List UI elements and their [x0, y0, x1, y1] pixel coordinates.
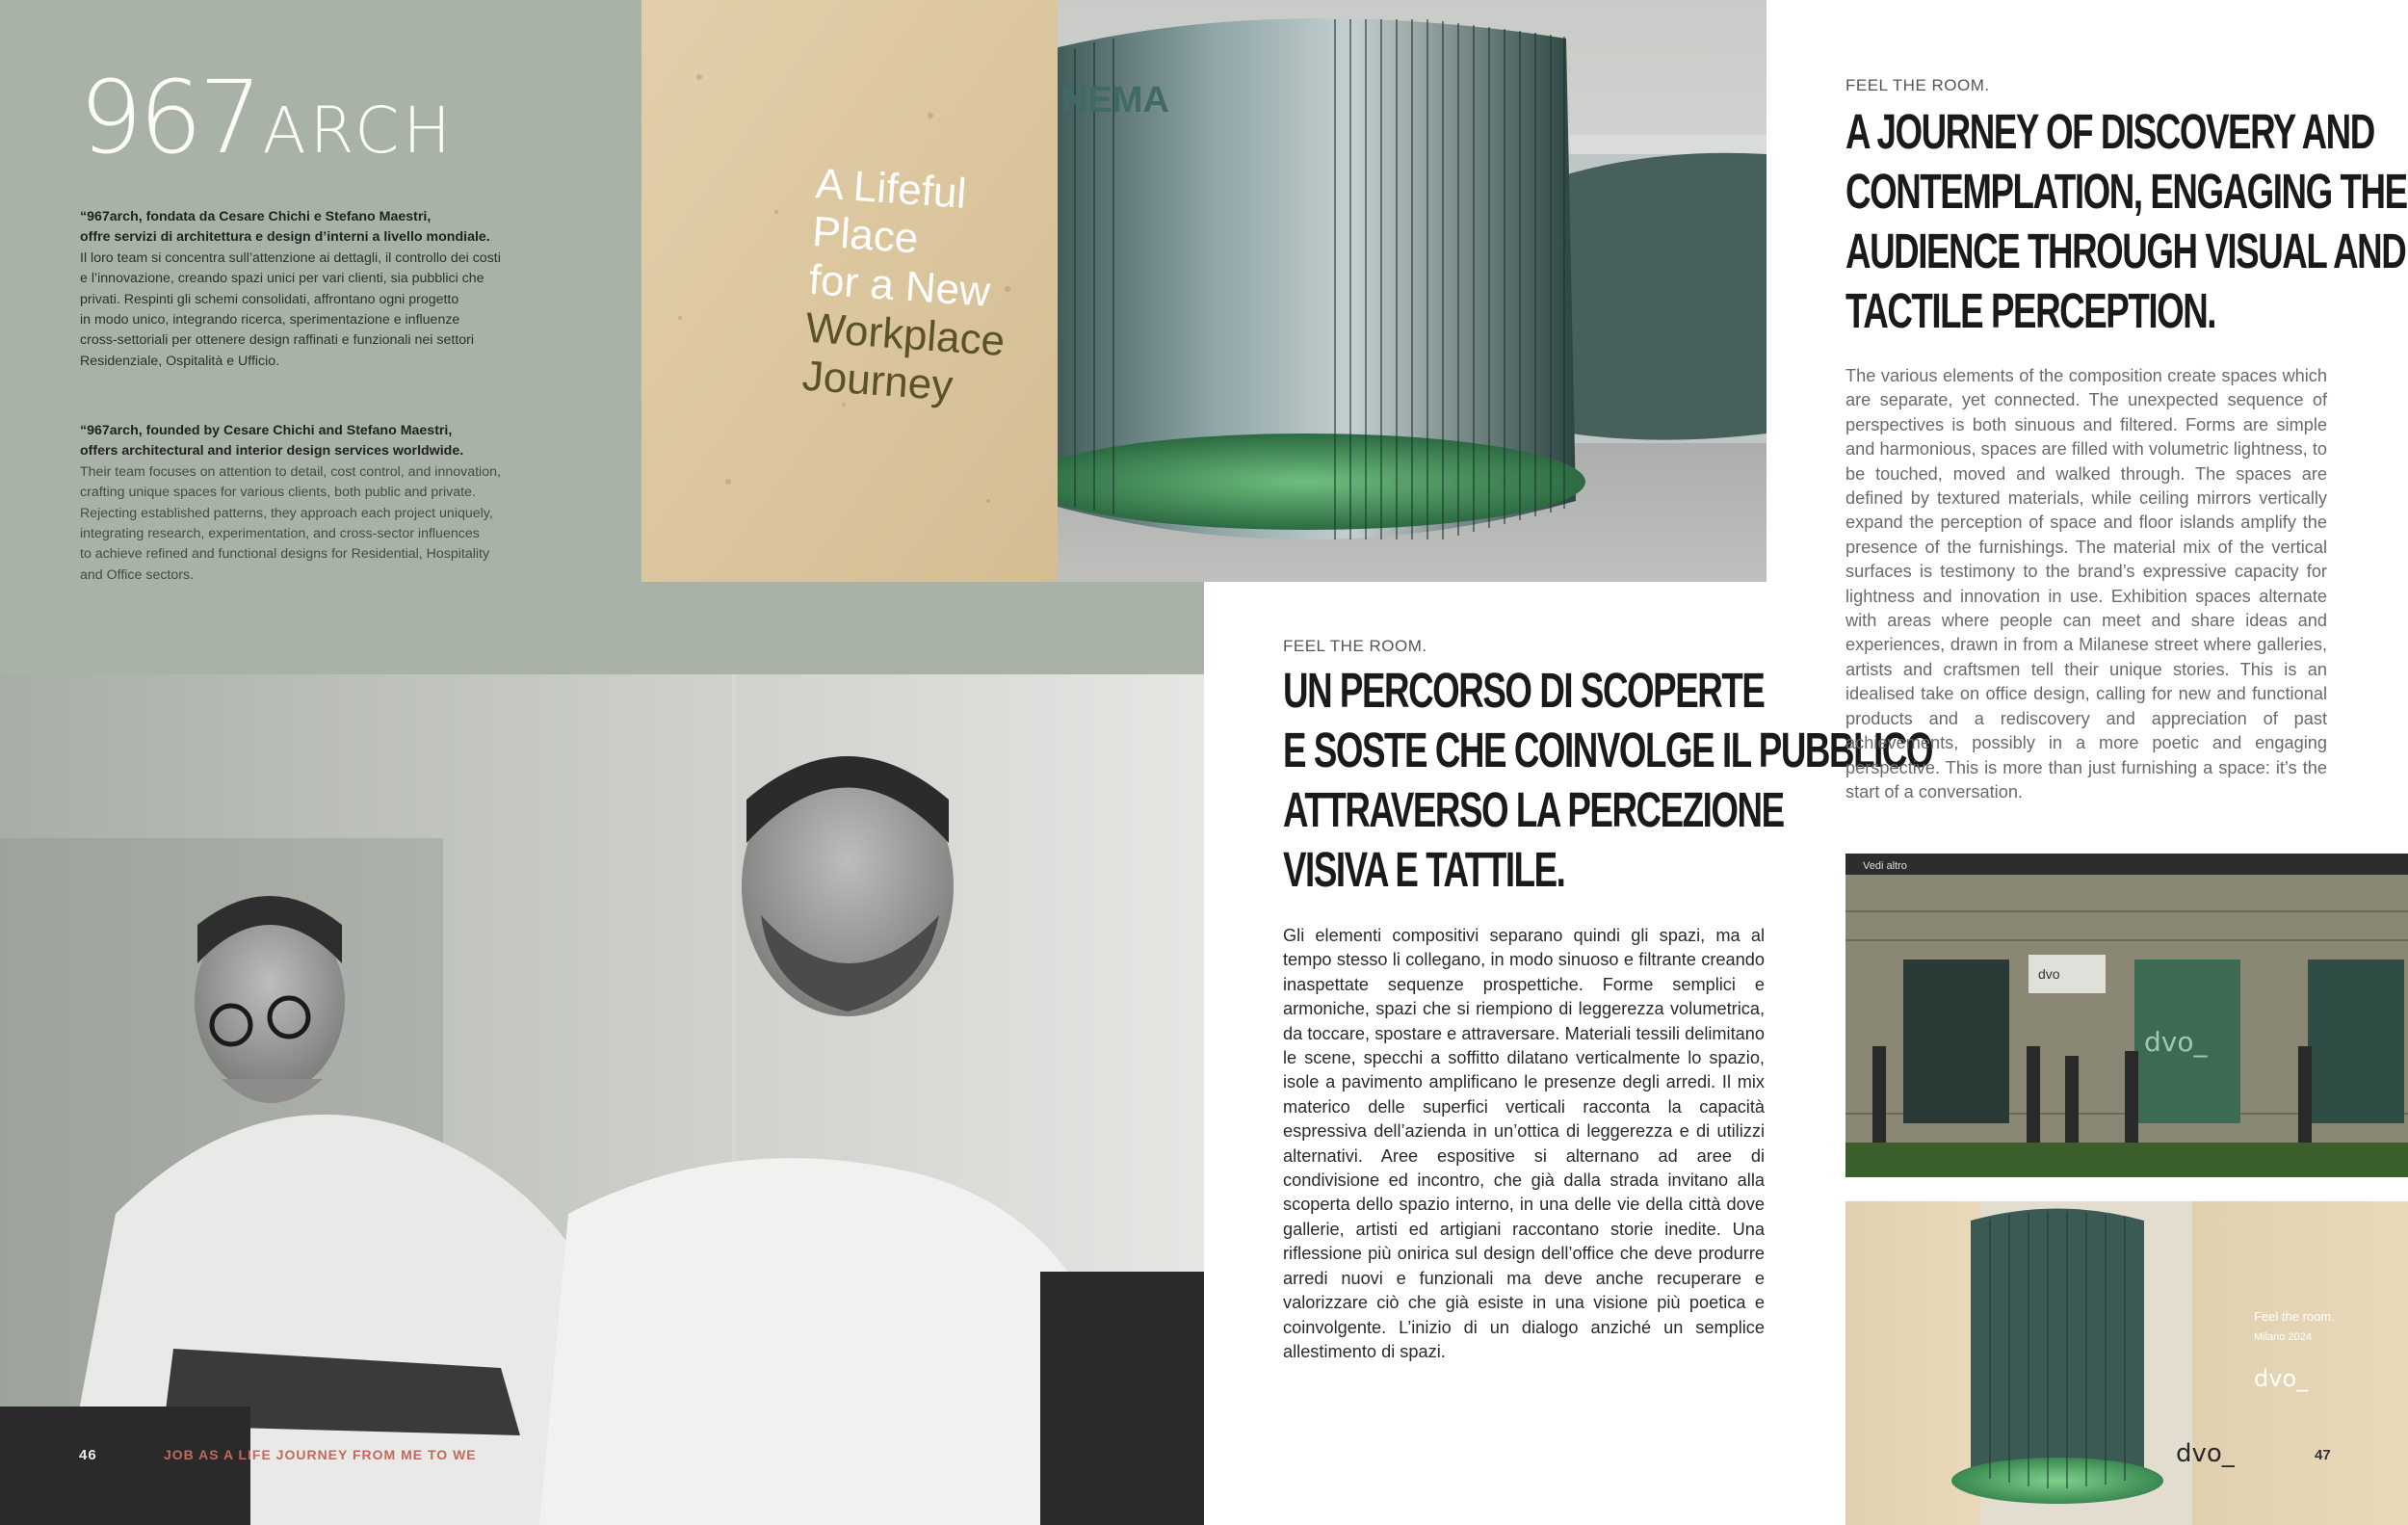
bio-en-lead-1: “967arch, founded by Cesare Chichi and Stefano Maestri, — [80, 423, 453, 438]
street-storefront-photo — [1845, 854, 2408, 1177]
bio-it-line: privati. Respinti gli schemi consolidati, affrontano ogni progetto — [80, 291, 459, 307]
founders-portrait-photo — [0, 674, 1204, 1525]
bio-it-line: cross-settoriali per ottenere design raffinati e funzionali nei settori — [80, 332, 475, 349]
booth-wall-line-1: Feel the room. — [2254, 1309, 2335, 1324]
logo-word: ARCH — [262, 93, 455, 168]
awning-text: Vedi altro — [1863, 860, 1907, 872]
bio-it-line: e l’innovazione, creando spazi unici per vari clienti, sia pubblici che — [80, 271, 484, 287]
booth-render-graphic — [1845, 1201, 2408, 1525]
bio-it-lead-2: offre servizi di architettura e design d’interni a livello mondiale. — [80, 229, 490, 246]
wall-text-line-3: for a New — [807, 255, 992, 316]
bio-english — [80, 421, 562, 586]
bio-it-line: Il loro team si concentra sull’attenzione ai dettagli, il controllo dei costi — [80, 250, 501, 266]
bio-it-line: Residenziale, Ospitalità e Ufficio. — [80, 353, 280, 369]
page-number-right: 47 — [2315, 1447, 2331, 1463]
dvo-footer-logo: dvo_ — [2176, 1439, 2235, 1468]
bio-en-line: and Office sectors. — [80, 566, 195, 583]
en-kicker: FEEL THE ROOM. — [1845, 76, 1990, 94]
bio-en-line: Rejecting established patterns, they approach each project uniquely, — [80, 505, 493, 521]
bio-en-line: crafting unique spaces for various clients, both public and private. — [80, 485, 476, 501]
967arch-logo — [79, 59, 455, 176]
wall-text-line-2: Place — [810, 207, 921, 263]
street-sign-text: dvo — [2038, 966, 2060, 982]
booth-render-image — [1845, 1201, 2408, 1525]
it-headline-line: VISIVA E TATTILE. — [1283, 842, 1565, 897]
it-kicker: FEEL THE ROOM. — [1283, 637, 1427, 655]
bio-it-lead-1: “967arch, fondata da Cesare Chichi e Stefano Maestri, — [80, 209, 432, 224]
it-headline-line: E SOSTE CHE COINVOLGE IL PUBBLICO — [1283, 723, 1933, 777]
en-headline — [1845, 102, 2407, 341]
logo-number: 967 — [79, 59, 259, 176]
en-headline-line: CONTEMPLATION, ENGAGING THE — [1845, 164, 2407, 219]
running-head: JOB AS A LIFE JOURNEY FROM ME TO WE — [164, 1447, 477, 1462]
booth-wall-brand: dvo_ — [2254, 1365, 2309, 1392]
it-headline-line: ATTRAVERSO LA PERCEZIONE — [1283, 782, 1784, 837]
wall-text-line-4: Workplace — [803, 303, 1007, 366]
founders-portrait-graphic — [0, 674, 1204, 1525]
bio-en-line: integrating research, experimentation, and cross-sector influences — [80, 526, 480, 542]
bio-en-line: Their team focuses on attention to detail, cost control, and innovation, — [80, 463, 501, 480]
it-headline — [1283, 661, 1932, 900]
en-headline-line: AUDIENCE THROUGH VISUAL AND — [1845, 223, 2406, 278]
installation-render-image — [641, 0, 1767, 582]
en-headline-line: A JOURNEY OF DISCOVERY AND — [1845, 104, 2374, 159]
bio-italian — [80, 207, 562, 372]
en-body-text: The various elements of the composition create spaces which are separate, yet connected. The unexpected sequence of perspectives is both sinuous and filtered. Forms are simple and harmonious, spaces are filled with volumetric lightness, to be touched, moved and walked through. The spaces are defined by textured materials, while ceiling mirrors vertically expand the perception of space and floor islands amplify the presence of the furnishings. The material mix of the vertical surfaces is testimony to the brand’s expressive capacity for lightness and innovation in use. Exhibition spaces alternate with areas where people can meet and share ideas and experiences, drawn in from a Milanese street where galleries, artists and craftsmen tell their unique stories. This is an idealised take on office design, calling for new and functional products and a rediscovery and appreciation of past achievements, possibly in a more poetic and engaging perspective. This is more than just furnishing a space: it’s the start of a conversation. — [1845, 366, 2327, 802]
bio-it-line: in modo unico, integrando ricerca, sperimentazione e influenze — [80, 312, 460, 329]
it-headline-line: UN PERCORSO DI SCOPERTE — [1283, 663, 1765, 718]
wall-text-line-1: A Lifeful — [814, 160, 968, 218]
installation-render-graphic — [641, 0, 1767, 582]
it-body-text: Gli elementi compositivi separano quindi gli spazi, ma al tempo stesso li collegano, in modo sinuoso e filtrante creando inaspettate sequenze prospettiche. Forme semplici e armoniche, spazi che si riempiono di leggerezza volumetrica, da toccare, spostare e attraversare. Materiali tessili delimitano le scene, specchi a soffitto dilatano verticalmente lo spazio, isole a pavimento amplificano le presenze degli arredi. Il mix materico delle superfici verticali racconta la capacità espressiva dell’azienda in un’ottica di leggerezza e di utilizzi alternativi. Aree espositive si alternano ad aree di condivisione ed incontro, che già dalla strada invitano alla scoperta dello spazio interno, in una delle vie della città dove gallerie, artisti ed artigiani raccontano storie inedite. Una riflessione più onirica sul design dell’office che deve produrre arredi nuovi e funzionali ma deve anche recuperare e valorizzare ciò che già esiste in una visione più poetica e coinvolgente. L’inizio di un dialogo anziché un semplice allestimento di spazi. — [1283, 926, 1765, 1361]
bio-en-line: to achieve refined and functional designs for Residential, Hospitality — [80, 546, 490, 563]
page-number-left: 46 — [79, 1447, 97, 1463]
en-headline-line: TACTILE PERCEPTION. — [1845, 283, 2216, 338]
bio-en-lead-2: offers architectural and interior design services worldwide. — [80, 443, 464, 460]
street-storefront-graphic — [1845, 854, 2408, 1177]
render-sign-text: NEMA — [1061, 80, 1169, 120]
booth-wall-line-2: Milano 2024 — [2254, 1331, 2312, 1343]
wall-text-line-5: Journey — [800, 352, 955, 410]
window-brand-text: dvo_ — [2144, 1026, 2208, 1058]
